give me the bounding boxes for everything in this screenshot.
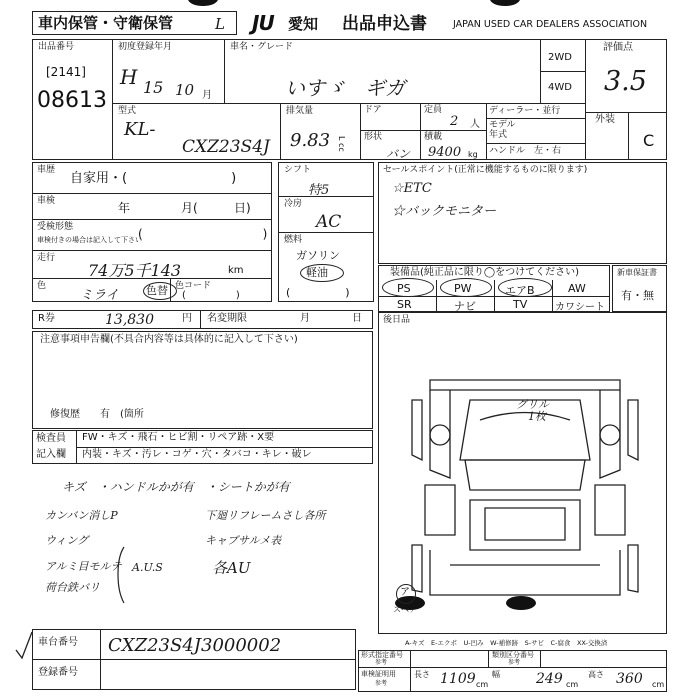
- inspector-label2: 記入欄: [36, 449, 66, 460]
- length-unit: cm: [476, 680, 489, 689]
- spare-label: スペア: [393, 605, 417, 614]
- registration-label: 初度登録年月: [118, 42, 173, 52]
- shape-value: バン: [386, 147, 411, 161]
- equip-tv: TV: [513, 298, 528, 311]
- displacement-label: 排気量: [286, 106, 314, 116]
- equip-ps-circle: [382, 278, 434, 297]
- top-mark-1: [188, 0, 218, 6]
- remark-6: 下廻リフレームさし各所: [205, 509, 326, 522]
- inspector-label1: 検査員: [36, 433, 66, 444]
- diagram-label: 後日品: [383, 315, 411, 325]
- drive-2wd: 2WD: [548, 52, 572, 63]
- notes-label: 注意事項申告欄(不具合内容等は具体的に記入して下さい): [40, 334, 298, 345]
- assoc-name: JAPAN USED CAR DEALERS ASSOCIATION: [453, 19, 648, 30]
- warranty-label: 新車保証書: [617, 268, 657, 277]
- warranty-value: 有・無: [621, 289, 654, 302]
- equip-navi: ナビ: [454, 300, 476, 313]
- car-name-label: 車名・グレード: [230, 42, 294, 52]
- spare-mark: ア: [400, 587, 410, 598]
- load-unit: kg: [468, 150, 478, 159]
- equip-airbag: エアB: [505, 284, 535, 297]
- recycle-unit: 円: [182, 313, 192, 324]
- frame-label: 車台番号: [38, 637, 78, 648]
- width-label: 幅: [492, 670, 500, 679]
- inspection-label: 車検: [37, 196, 56, 206]
- recycle-value: 13,830: [105, 312, 154, 328]
- form-title: 出品申込書: [342, 14, 427, 34]
- drive-4wd: 4WD: [548, 82, 572, 93]
- registration-month: 10: [175, 81, 195, 99]
- inspection-day: 日): [234, 201, 251, 215]
- load-label: 積載: [424, 132, 443, 142]
- height-value: 360: [616, 671, 643, 687]
- registration-year: 15: [143, 78, 164, 97]
- remark-8: 各AU: [212, 559, 251, 577]
- color-change: 色替: [146, 284, 168, 297]
- height-unit: cm: [652, 680, 665, 689]
- fuel-diesel: 軽油: [306, 266, 328, 279]
- mileage-label: 走行: [37, 253, 56, 263]
- height-label: 高さ: [588, 670, 604, 679]
- model-prefix: KL-: [124, 119, 156, 140]
- lot-small-number: [2141]: [46, 65, 86, 79]
- form-type-sub: 参考: [375, 659, 388, 666]
- handle-label: ハンドル 左・右: [489, 146, 562, 156]
- lot-number: 08613: [37, 88, 107, 113]
- mileage-unit: km: [228, 265, 244, 276]
- equipment-label: 装備品(純正品に限り◯をつけてください): [390, 267, 579, 278]
- exterior-grade: C: [643, 131, 655, 150]
- frame-value: CXZ23S4J3000002: [108, 635, 282, 656]
- stamp-text: 車内保管・守衛保管: [38, 14, 174, 32]
- dims-label: 車検証明用: [361, 670, 396, 678]
- width-unit: cm: [566, 680, 579, 689]
- grade-score: 3.5: [604, 66, 647, 97]
- sales-point-item-0: ☆ETC: [392, 181, 432, 196]
- capacity-label: 定員: [424, 105, 443, 115]
- grade-label: 評価点: [603, 42, 633, 53]
- diagram-note-count: 1枚: [528, 410, 546, 423]
- capacity-value: 2: [450, 114, 459, 129]
- remark-0: キズ ・ハンドルかが有 ・シートかが有: [62, 480, 290, 494]
- model-label: 型式: [118, 106, 137, 116]
- capacity-unit: 人: [470, 119, 480, 130]
- remark-4: 荷台鉄バリ: [45, 581, 100, 594]
- plate-label: 登録番号: [38, 667, 78, 678]
- dims-sub: 参考: [375, 680, 388, 687]
- remark-3: アルミ目モルテ: [45, 560, 122, 573]
- car-name-value: いすゞ ギガ: [285, 76, 405, 100]
- sales-point-item-1: ☆バックモニター: [392, 204, 497, 219]
- branch-name: 愛知: [288, 15, 319, 33]
- equip-ps: PS: [397, 282, 411, 295]
- length-value: 1109: [440, 671, 476, 687]
- recycle-label: R券: [38, 313, 55, 324]
- displacement-value: 9.83: [290, 130, 331, 151]
- form-type-label: 形式指定番号: [361, 651, 403, 659]
- name-change-day: 日: [352, 313, 362, 324]
- stamp-mark: L: [215, 15, 225, 33]
- inspection-year: 年: [118, 201, 131, 215]
- inspector-exterior: FW・キズ・飛石・ヒビ割・リペア跡・X要: [82, 432, 275, 443]
- remark-bracket: [112, 545, 132, 605]
- acceptance-label: 受検形態: [37, 222, 74, 232]
- color-code-label: 色コード: [175, 281, 212, 291]
- color-value: ミライ: [80, 288, 119, 303]
- shift-label: シフト: [284, 165, 312, 175]
- registration-month-unit: 月: [202, 90, 212, 101]
- fuel-gasoline: ガソリン: [296, 249, 340, 262]
- remark-2: ウィング: [45, 534, 89, 547]
- width-value: 249: [536, 671, 563, 687]
- model-year-label1: モデル: [489, 120, 516, 130]
- remark-1: カンバン消しP: [45, 509, 118, 522]
- acceptance-note: 車検付きの場合は記入して下さい: [37, 236, 142, 244]
- load-value: 9400: [428, 145, 462, 160]
- color-label: 色: [37, 281, 47, 291]
- recycle-block: [32, 310, 373, 329]
- class-no-label: 類別区分番号: [492, 651, 534, 659]
- history-label: 車歴: [37, 165, 56, 175]
- equip-aw: AW: [568, 282, 586, 295]
- diagram-note-grille: グリル: [516, 398, 549, 411]
- cooling-label: 冷房: [284, 199, 303, 209]
- remark-7: キャブサルメ表: [205, 534, 282, 547]
- cooling-value: AC: [316, 212, 342, 232]
- equip-pw: PW: [454, 282, 472, 295]
- damage-legend: A-キズ E-エクボ U-凹み W-補修跡 S-サビ C-腐食 XX-交換済: [405, 639, 608, 647]
- registration-era: H: [120, 65, 138, 89]
- equip-pw-circle: [440, 278, 492, 297]
- door-label: ドア: [364, 105, 382, 115]
- sales-point-label: セールスポイント(正常に機能するものに限ります): [383, 165, 588, 175]
- equip-seat: カワシート: [555, 302, 605, 313]
- model-code: CXZ23S4J: [182, 137, 270, 157]
- inspection-month: 月(: [181, 201, 198, 215]
- model-year-label2: 年式: [489, 130, 508, 140]
- mileage-value: 74万5千143: [88, 261, 182, 280]
- repair-history: 修復歴 有 (箇所: [50, 409, 144, 420]
- name-change-month: 月: [300, 313, 310, 324]
- shift-value: 特5: [308, 183, 330, 198]
- equip-sr: SR: [397, 298, 412, 311]
- remark-5: A.U.S: [132, 561, 163, 574]
- inspector-interior: 内装・キズ・汚レ・コゲ・穴・タバコ・キレ・破レ: [82, 449, 312, 460]
- margin-check-mark: [14, 630, 34, 660]
- lot-label: 出品番号: [38, 42, 75, 52]
- length-label: 長さ: [414, 670, 430, 679]
- dealer-label: ディーラー・並行: [489, 106, 561, 116]
- history-value: 自家用・( ): [70, 171, 237, 186]
- acceptance-value: ( ): [138, 227, 268, 241]
- top-mark-2: [490, 0, 520, 6]
- displacement-unit: L cc: [337, 136, 346, 152]
- fuel-other: ( ): [286, 286, 350, 299]
- name-change-label: 名変期限: [207, 313, 247, 324]
- color-code-value: ( ): [182, 290, 240, 301]
- exterior-label: 外装: [595, 114, 615, 125]
- shape-label: 形状: [364, 132, 383, 142]
- equip-airbag-circle: [498, 278, 552, 297]
- ju-logo: JU: [252, 11, 274, 35]
- class-no-sub: 参考: [508, 659, 521, 666]
- fuel-label: 燃料: [284, 235, 303, 245]
